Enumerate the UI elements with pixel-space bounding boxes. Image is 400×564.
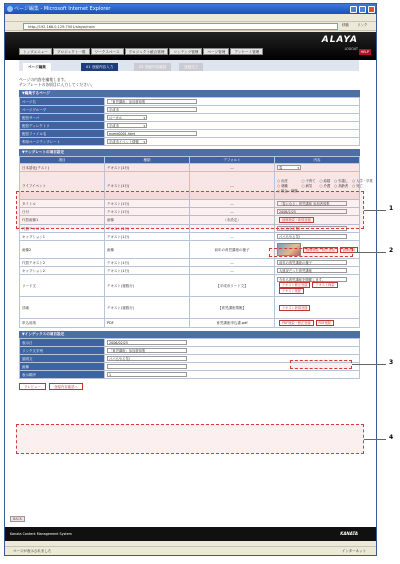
preview-button[interactable]: プレビュー (19, 383, 46, 390)
cell-type: テキスト(1行) (105, 200, 190, 208)
nav-tab[interactable]: プロジェクト一覧 (53, 48, 90, 55)
cell-default: --- (190, 200, 275, 208)
text-input[interactable]: 前年の育児講座の様子 (277, 260, 347, 265)
field-value (105, 114, 360, 122)
col-header: 種類 (105, 157, 190, 164)
table-row (20, 172, 360, 200)
back-button[interactable]: BACK (10, 516, 25, 522)
radio-option[interactable]: ○ 病気 (302, 184, 316, 188)
field-label: ページグループ (20, 106, 105, 114)
intro-text: ページの内容を編集します。 テンプレートの各項目に入力してください。 (19, 77, 95, 87)
zone-label: インターネット (341, 549, 366, 553)
cell-type: テキスト(1行) (105, 225, 190, 233)
text-input[interactable]: 「育児講座」参加者募集 (107, 348, 187, 353)
text-input[interactable]: 1 (107, 372, 187, 377)
main-content (19, 77, 373, 390)
browser-toolbar (5, 14, 376, 22)
basic-row (20, 138, 360, 146)
cell-content (275, 267, 360, 275)
text-input[interactable]: パパもやる気! (277, 234, 347, 239)
cell-default: --- (190, 267, 275, 275)
cell-name: キャプション1 (20, 233, 105, 241)
nav-tab[interactable]: プロジェクト統合管理 (125, 48, 169, 55)
cell-type: テキスト(1行) (105, 233, 190, 241)
cell-content (275, 172, 373, 200)
cell-default: 【平成市リード文】 (190, 275, 275, 297)
text-input[interactable]: パパもやる気! (107, 356, 187, 361)
cell-default: 【育児講座情報】 (190, 297, 275, 319)
cell-name: 代替画像1 (20, 216, 105, 225)
step-confirm: 02 登録内容確認 (134, 63, 171, 71)
cell-content (275, 275, 360, 297)
web-page (5, 32, 376, 541)
radio-option[interactable]: ○ 引越し (334, 179, 348, 183)
action-button[interactable]: PDF削除 (316, 320, 335, 326)
cell-type: テキスト(1行) (105, 267, 190, 275)
template-fields-table (19, 156, 373, 328)
action-button[interactable]: テキスト削除 (279, 288, 304, 294)
table-row (20, 259, 360, 267)
select-field[interactable]: 平成市 ▾ (107, 123, 147, 128)
cell-type: 画像 (105, 241, 190, 259)
table-row (20, 297, 360, 319)
basic-section-header: ▼編集するページ (19, 90, 360, 97)
action-button[interactable]: テキスト新規登録 (279, 305, 310, 311)
cell-default: --- (190, 164, 275, 172)
alaya-logo: ALAYA (321, 35, 358, 45)
leader-line (353, 252, 386, 253)
cell-name: ライフイベント (20, 172, 105, 200)
basic-row (20, 122, 360, 130)
field-value (105, 138, 360, 146)
cell-content (275, 164, 360, 172)
basic-row (20, 98, 360, 106)
field-label: リンク文字列 (20, 347, 105, 355)
col-header: 内容 (275, 157, 360, 164)
table-row (20, 241, 360, 259)
cell-default: 育児講座申込書.pdf (190, 319, 275, 328)
table-row (20, 200, 360, 208)
cell-name: 日本語化(テスト) (20, 164, 105, 172)
table-row (20, 225, 360, 233)
cell-content (275, 319, 360, 328)
index-settings-table (19, 338, 360, 379)
action-button[interactable]: 画像削除 (340, 247, 359, 253)
col-header: 項目 (20, 157, 105, 164)
nav-tab[interactable]: ページ管理 (203, 48, 229, 55)
index-row (20, 355, 360, 363)
field-value (105, 130, 360, 138)
confirm-button[interactable]: 登録内容確認へ (49, 383, 83, 390)
field-value (105, 122, 360, 130)
field-label: ページ名 (20, 98, 105, 106)
cell-type: PDF (105, 319, 190, 328)
radio-option[interactable]: ○ 介護 (320, 184, 331, 188)
field-label: 配信ディレクトリ (20, 122, 105, 130)
callout-3: 3 (389, 359, 394, 366)
cell-type: 画像 (105, 216, 190, 225)
radio-option[interactable]: ○ 死亡 (352, 184, 373, 188)
address-bar (5, 22, 376, 31)
basic-settings-table (19, 97, 360, 146)
cell-content (275, 297, 360, 319)
radio-option[interactable]: ○ 出産 (277, 179, 298, 183)
status-bar (5, 546, 376, 555)
cell-type: テキスト(複数行) (105, 297, 190, 319)
field-value (105, 363, 360, 371)
leader-line (352, 364, 386, 365)
cell-name: 代替テキスト2 (20, 259, 105, 267)
cell-name: 申込用紙 (20, 319, 105, 328)
cell-content (275, 241, 360, 259)
text-input[interactable]: 「春になる」育児講座 参加者募集 (277, 201, 347, 206)
nav-tab[interactable]: コンテンツ管理 (169, 48, 202, 55)
nav-tab[interactable]: トップメニュー (19, 48, 52, 55)
step-complete: 登録完了 (179, 63, 203, 71)
cell-content (275, 208, 360, 216)
field-label: 表示順序 (20, 371, 105, 379)
minimize-button[interactable] (350, 6, 357, 13)
cell-name: 日付 (20, 208, 105, 216)
table-row (20, 319, 360, 328)
field-value (105, 371, 360, 379)
go-button[interactable]: 移動 (342, 23, 349, 27)
links-label[interactable]: リンク (357, 23, 368, 27)
nav-tab[interactable]: ワークスペース (91, 48, 124, 55)
action-button[interactable]: 画像検索・新規登録 (279, 217, 314, 223)
text-input[interactable]: 2006/02/25 (107, 340, 187, 345)
table-row (20, 216, 360, 225)
select-field[interactable]: 春 ▾ (277, 165, 301, 170)
col-header: デフォルト (190, 157, 275, 164)
cell-default: --- (190, 172, 275, 200)
leader-line (364, 439, 386, 440)
step-input: 01 登録内容入力 (81, 63, 118, 71)
index-row (20, 371, 360, 379)
field-label: 画像 (20, 363, 105, 371)
index-row (20, 363, 360, 371)
field-value (105, 339, 360, 347)
basic-row (20, 130, 360, 138)
callout-2: 2 (389, 247, 394, 254)
footer-logo: KANATA (340, 531, 358, 536)
cell-name: リード文 (20, 275, 105, 297)
basic-row (20, 114, 360, 122)
cell-default: --- (190, 233, 275, 241)
table-row (20, 267, 360, 275)
window-title: ページ編集 - Microsoft Internet Explorer (14, 6, 111, 12)
cell-name: キャプション2 (20, 267, 105, 275)
radio-option[interactable]: ○ 子育て (302, 179, 316, 183)
browser-window (4, 3, 377, 556)
table-row (20, 233, 360, 241)
index-section-header: ▼インデックスの項目設定 (19, 331, 360, 338)
cell-content (275, 259, 360, 267)
text-input[interactable]: 大盛況だった育児講座 (277, 268, 347, 273)
radio-option[interactable]: ○ 税金・保険 (277, 189, 298, 193)
help-button[interactable]: HELP (360, 50, 369, 54)
status-text: ページが表示されました (13, 549, 52, 553)
cell-name: 画像2 (20, 241, 105, 259)
cell-default: （未設定） (190, 216, 275, 225)
field-label: 表示日 (20, 339, 105, 347)
cell-default: 前年の育児講座の様子 (190, 241, 275, 259)
cell-type: テキスト(1行) (105, 172, 190, 200)
text-input[interactable]: 今年も育児講座を開催します。 (277, 277, 347, 282)
text-input[interactable]: パパもやる気! (277, 226, 347, 231)
leader-line (364, 210, 386, 211)
radio-option[interactable]: ○ 入学・卒業 (352, 179, 373, 183)
step-bar (19, 60, 359, 71)
cell-default: --- (190, 259, 275, 267)
footer-company: Kanata Content Management System (10, 532, 72, 536)
text-input[interactable]: event0001.html (107, 131, 197, 136)
table-row (20, 275, 360, 297)
cell-name: 代替テキスト1 (20, 225, 105, 233)
action-button[interactable]: テキスト修正登録 (279, 282, 310, 288)
field-label: 説明文 (20, 355, 105, 363)
fields-section-header: ▼テンプレートの項目設定 (19, 149, 360, 156)
address-input[interactable]: http://192.168.0.129:7001/alaya/main (23, 23, 338, 30)
cell-content (275, 233, 360, 241)
action-button[interactable]: PDF検索・修正登録 (279, 320, 314, 326)
title-bar (5, 4, 376, 14)
select-field[interactable]: ローカル ▾ (107, 115, 147, 120)
cell-type: テキスト(1行) (105, 208, 190, 216)
field-label: 利用ページテンプレート (20, 138, 105, 146)
text-input[interactable]: 2006/2/25 (277, 209, 347, 214)
cell-name: タイトル (20, 200, 105, 208)
table-row (20, 208, 360, 216)
radio-group (277, 178, 373, 193)
field-value (105, 98, 360, 106)
cell-type: テキスト(複数行) (105, 275, 190, 297)
callout-1: 1 (389, 205, 394, 212)
action-button[interactable]: 画像検索・修正登録 (303, 247, 338, 253)
main-nav (19, 48, 263, 55)
callout-4: 4 (389, 434, 394, 441)
cell-default: --- (190, 225, 275, 233)
index-row (20, 339, 360, 347)
app-footer (5, 517, 376, 541)
text-input[interactable]: 平成市 (107, 107, 197, 112)
ie-icon (7, 6, 13, 12)
cell-default: --- (190, 208, 275, 216)
field-label: 配信ファイル名 (20, 130, 105, 138)
form-actions (19, 383, 360, 390)
radio-option[interactable]: ○ 就職 (277, 184, 298, 188)
basic-row (20, 106, 360, 114)
cell-content (275, 225, 360, 233)
radio-option[interactable]: ○ 結婚 (320, 179, 331, 183)
cell-type: テキスト(1行) (105, 164, 190, 172)
action-button[interactable]: テキスト検索 (312, 282, 337, 288)
cell-name: 詳細 (20, 297, 105, 319)
page-edit-tab[interactable]: ページ編集 (23, 63, 51, 71)
table-row (20, 164, 360, 172)
logout-link[interactable]: LOGOUT (344, 47, 358, 51)
cell-content (275, 200, 360, 208)
cell-content (275, 216, 360, 225)
select-field[interactable]: 平成市イベント情報 ▾ (107, 139, 147, 144)
cell-type: テキスト(1行) (105, 259, 190, 267)
close-button[interactable] (368, 6, 375, 13)
app-header (5, 32, 376, 60)
maximize-button[interactable] (359, 6, 366, 13)
text-input[interactable] (107, 364, 187, 369)
text-input[interactable]: 「育児講座」参加者募集 (107, 99, 197, 104)
radio-option[interactable]: ○ 高齢者 (334, 184, 348, 188)
field-value (105, 347, 360, 355)
image-thumbnail (277, 243, 301, 256)
field-value (105, 355, 360, 363)
index-row (20, 347, 360, 355)
field-label: 配信サーバ (20, 114, 105, 122)
nav-tab[interactable]: アンケート管理 (230, 48, 263, 55)
field-value (105, 106, 360, 114)
